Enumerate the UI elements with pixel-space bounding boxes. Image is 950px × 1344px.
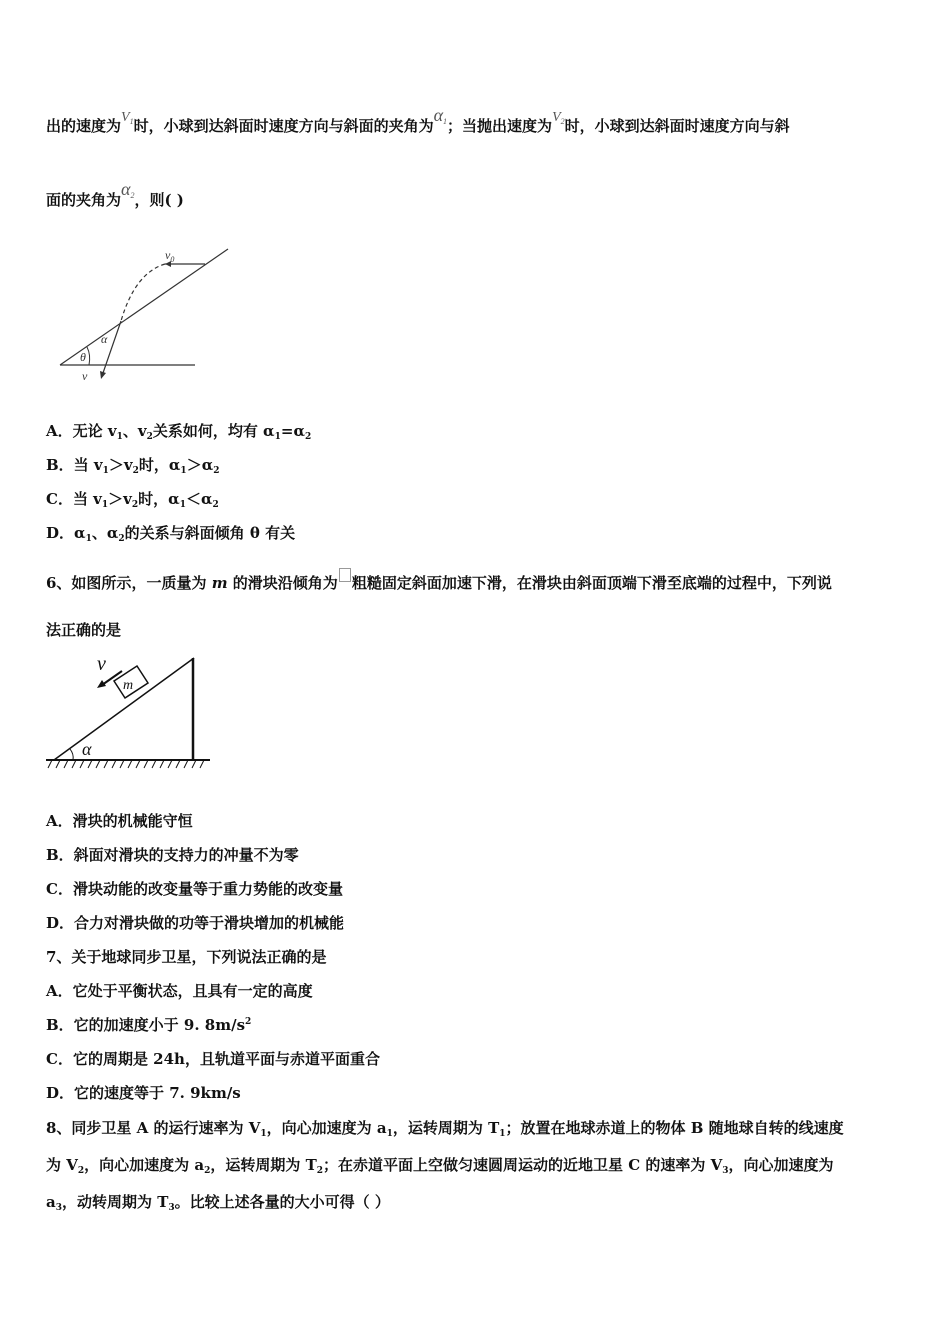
v2-symbol: $V_2$ [552,110,565,126]
incline-block-figure [44,650,214,775]
q6-option-a[interactable]: A．滑块的机械能守恒 [46,812,193,830]
q6-option-b[interactable]: B．斜面对滑块的支持力的冲量不为零 [46,846,299,864]
q6-stem-line1: 6、如图所示，一质量为 m 的滑块沿倾角为 粗糙固定斜面加速下滑，在滑块由斜面顶端下滑至底端的过程中，下列说 [46,568,832,593]
mass-symbol: m [211,574,228,592]
q5-text: 时，小球到达斜面时速度方向与斜 [564,117,790,135]
v0-label: $v_0$ [165,248,175,264]
alpha2-symbol: $\alpha_2$ [121,179,135,200]
alpha-label: α [101,332,108,346]
q8-stem-line3: $a_3$，动转周期为 $T_3$。比较上述各量的大小可得（ ） [46,1193,390,1213]
velocity-arrowhead [100,371,106,379]
q5-text: 面的夹角为 [46,191,122,209]
q7-option-a[interactable]: A．它处于平衡状态，且具有一定的高度 [46,982,313,1000]
q5-stem-line2 [46,179,184,210]
v-label: v [82,369,88,383]
incline-line [60,249,228,365]
q8-stem-line2: 为 $V_2$，向心加速度为 $a_2$，运转周期为 $T_2$；在赤道平面上空做匀速圆周运动的近地卫星 C 的速率为 $V_3$，向心加速度为 [46,1156,834,1176]
v1-symbol: $V_1$ [121,110,134,126]
q5-text: 出的速度为 [46,117,122,135]
q7-stem: 7、关于地球同步卫星，下列说法正确的是 [46,948,327,966]
q5-text: ；当抛出速度为 [447,117,553,135]
q5-option-b[interactable]: B．当 $v_1>v_2$时，$\alpha_1>\alpha_2$ [46,456,220,476]
q5-text: ，则( ) [134,191,184,209]
q6-option-d[interactable]: D．合力对滑块做的功等于滑块增加的机械能 [46,914,345,932]
velocity-arrowhead [97,680,106,688]
block-mass-label: m [123,678,134,693]
q5-option-c[interactable]: C．当 $v_1>v_2$时，$\alpha_1<\alpha_2$ [46,490,219,510]
q5-option-d[interactable]: D．$\alpha_1$、$\alpha_2$的关系与斜面倾角 θ 有关 [46,524,296,544]
alpha-label: α [82,739,92,759]
q7-option-d[interactable]: D．它的速度等于 7. 9km/s [46,1084,241,1102]
alpha-arc [70,749,73,760]
q6-stem-line2: 法正确的是 [46,621,122,639]
q5-stem-line1 [46,105,790,136]
trajectory-path [121,264,165,321]
ground-hatching [48,760,204,768]
velocity-label: v [97,653,106,675]
q7-option-b[interactable]: B．它的加速度小于 9. $8m/s^2$ [46,1016,252,1034]
theta-arc [87,347,90,365]
q7-option-c[interactable]: C．它的周期是 24h，且轨道平面与赤道平面重合 [46,1050,380,1068]
alpha1-symbol: $\alpha_1$ [433,105,448,126]
q6-option-c[interactable]: C．滑块动能的改变量等于重力势能的改变量 [46,880,343,898]
theta-label: θ [80,350,86,364]
incline-line [54,658,194,760]
q5-text: 时，小球到达斜面时速度方向与斜面的夹角为 [133,117,434,135]
q8-stem-line1: 8、同步卫星 A 的运行速率为 $V_1$，向心加速度为 $a_1$，运转周期为 $T_1$；放置在地球赤道上的物体 B 随地球自转的线速度 [46,1119,844,1139]
missing-glyph-box [339,568,351,582]
q5-option-a[interactable]: A．无论 $v_1$、$v_2$关系如何，均有 $\alpha_1=\alpha_2$ [46,422,312,442]
projectile-incline-figure [55,243,235,383]
